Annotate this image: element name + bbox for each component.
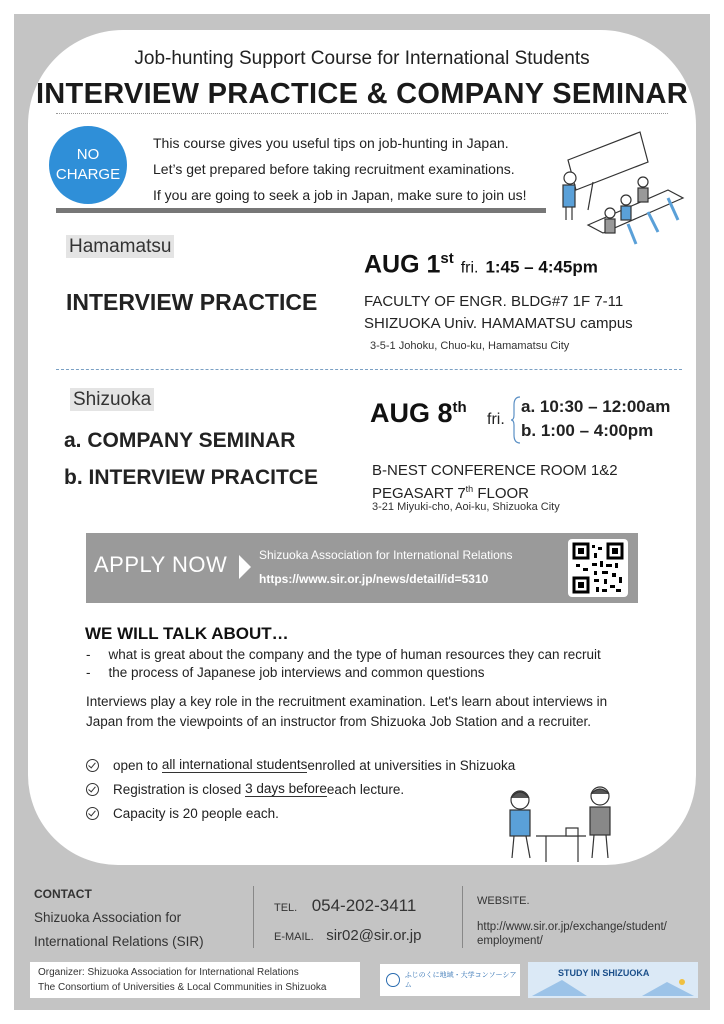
email-address[interactable]: sir02@sir.or.jp [326, 927, 422, 944]
shizuoka-date-main: AUG 8 [370, 398, 453, 428]
shizuoka-location [70, 389, 154, 411]
hamamatsu-event: INTERVIEW PRACTICE [66, 289, 318, 315]
qr-code-icon[interactable] [568, 539, 628, 597]
organizer-line1: Organizer: Shizuoka Association for International Relations [38, 967, 299, 978]
badge-line2: CHARGE [55, 166, 121, 183]
shizuoka-venue-line1: B-NEST CONFERENCE ROOM 1&2 [372, 462, 618, 479]
shizuoka-event-b: b. INTERVIEW PRACITCE [64, 466, 318, 489]
shizuoka-date-suffix: th [452, 399, 467, 416]
hamamatsu-location [66, 236, 174, 258]
bullet-1: open to all international students enrolled at universities in Shizuoka [86, 757, 515, 773]
check-circle-icon [86, 807, 99, 820]
bullet-3: Capacity is 20 people each. [86, 806, 279, 821]
bullet-2: Registration is closed 3 days before each lecture. [86, 781, 404, 797]
title-divider [56, 113, 668, 114]
contact-org-line2: International Relations (SIR) [34, 934, 204, 949]
check-circle-icon [86, 783, 99, 796]
organizer-box [30, 962, 360, 998]
study-in-shizuoka-text: STUDY IN SHIZUOKA [558, 968, 650, 978]
talk-item-2-text: the process of Japanese job interviews and common questions [108, 665, 485, 680]
consortium-logo-text: ふじのくに地域・大学コンソーシアム [404, 972, 517, 989]
check-circle-icon [86, 759, 99, 772]
hamamatsu-venue [364, 291, 633, 335]
talk-dash: - [86, 665, 91, 680]
intro-line-1: This course gives you useful tips on job-hunting in Japan. [153, 135, 509, 151]
apply-banner[interactable] [86, 533, 638, 603]
shizuoka-location-label: Shizuoka [70, 388, 154, 411]
arrow-right-icon [239, 555, 251, 579]
intro-text [153, 130, 527, 208]
apply-now-label[interactable]: APPLY NOW [94, 552, 228, 577]
footer-separator [462, 886, 463, 948]
tel-row [274, 896, 416, 916]
organizer-line2: The Consortium of Universities & Local Communities in Shizuoka [38, 982, 327, 993]
contact-org-line1: Shizuoka Association for [34, 910, 182, 925]
talk-heading: WE WILL TALK ABOUT… [85, 624, 289, 643]
talk-paragraph: Interviews play a key role in the recruitment examination. Let's learn about interviews in Japan from the viewpoints of an instructor from Shizuoka Job Station and a recruiter. [86, 694, 608, 729]
shizuoka-venue-line2: PEGASART 7th FLOOR [372, 484, 530, 502]
apply-organization: Shizuoka Association for International Relations [259, 548, 513, 562]
section-rule [56, 208, 546, 213]
section-divider [56, 369, 682, 370]
intro-line-2: Let’s get prepared before taking recruitment examinations. [153, 161, 515, 177]
website-label: WEBSITE. [477, 895, 530, 907]
shizuoka-event-a: a. COMPANY SEMINAR [64, 429, 296, 452]
website-link-line1[interactable]: http://www.sir.or.jp/exchange/student/ [477, 921, 667, 933]
study-in-shizuoka-logo [528, 962, 698, 998]
hamamatsu-date-main: AUG 1 [364, 250, 441, 279]
course-subtitle: Job-hunting Support Course for International Students [134, 48, 590, 69]
hamamatsu-venue-line2: SHIZUOKA Univ. HAMAMATSU campus [364, 315, 633, 332]
consortium-logo [380, 964, 520, 996]
talk-dash: - [86, 647, 91, 662]
shizuoka-date [370, 398, 467, 429]
hamamatsu-date [364, 250, 598, 279]
contact-heading: CONTACT [34, 887, 92, 901]
shizuoka-time-a: a. 10:30 – 12:00am [521, 397, 671, 416]
page-title: INTERVIEW PRACTICE & COMPANY SEMINAR [35, 78, 689, 110]
talk-item-1 [86, 647, 601, 662]
time-bracket-icon [511, 395, 521, 445]
website-link-line2[interactable]: employment/ [477, 935, 543, 947]
tel-number[interactable]: 054-202-3411 [311, 896, 417, 915]
footer-separator [253, 886, 254, 948]
talk-item-2 [86, 665, 484, 680]
hamamatsu-date-suffix: st [440, 250, 454, 267]
hamamatsu-day: fri. [460, 259, 479, 277]
shizuoka-venue [372, 461, 618, 503]
shizuoka-time-b: b. 1:00 – 4:00pm [521, 421, 654, 440]
email-label: E-MAIL. [274, 931, 314, 943]
badge-line1: NO [76, 146, 100, 163]
hamamatsu-time: 1:45 – 4:45pm [485, 257, 598, 277]
classroom-illustration-icon [548, 120, 688, 255]
talk-item-1-text: what is great about the company and the type of human resources they can recruit [108, 647, 601, 662]
mountain-icon [532, 976, 694, 996]
tel-label: TEL. [274, 902, 298, 914]
no-charge-badge [49, 126, 127, 204]
email-row [274, 927, 421, 945]
shizuoka-address: 3-21 Miyuki-cho, Aoi-ku, Shizuoka City [372, 501, 560, 513]
intro-line-3: If you are going to seek a job in Japan, make sure to join us! [153, 187, 527, 203]
hamamatsu-address: 3-5-1 Johoku, Chuo-ku, Hamamatsu City [370, 340, 570, 352]
consortium-logo-icon [386, 973, 400, 987]
hamamatsu-venue-line1: FACULTY OF ENGR. BLDG#7 1F 7-11 [364, 293, 624, 310]
shizuoka-day: fri. [487, 411, 505, 428]
interview-illustration-icon [496, 782, 636, 872]
apply-url-link[interactable]: https://www.sir.or.jp/news/detail/id=5310 [259, 572, 489, 586]
hamamatsu-location-label: Hamamatsu [66, 235, 174, 258]
